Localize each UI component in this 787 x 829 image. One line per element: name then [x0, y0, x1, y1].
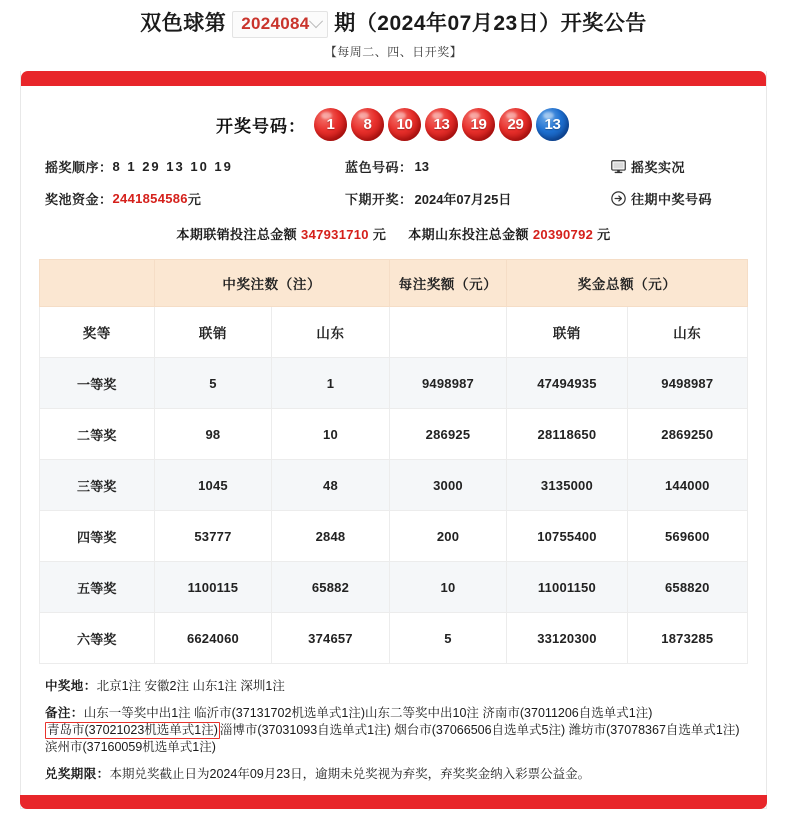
- cell-total-national: 33120300: [507, 613, 627, 664]
- cell-count-national: 1045: [154, 460, 272, 511]
- cell-count-local: 1: [272, 358, 390, 409]
- cell-count-national: 1100115: [154, 562, 272, 613]
- draw-sequence-label: 摇奖顺序：: [45, 160, 113, 175]
- red-ball: 13: [425, 108, 458, 141]
- draw-schedule-subtitle: 【每周二、四、日开奖】: [324, 45, 463, 59]
- cell-count-national: 53777: [154, 511, 272, 562]
- card-bottom-bar: [20, 795, 767, 809]
- claim-deadline-note: [45, 766, 742, 783]
- monitor-icon: [611, 160, 626, 174]
- blue-number-label: 蓝色号码：: [345, 160, 413, 175]
- red-ball: 8: [351, 108, 384, 141]
- remark-text-part1: 山东一等奖中出1注 临沂市(37131702机选单式1注)山东二等奖中出10注 济南市(37011206自选单式1注): [83, 706, 653, 720]
- sub-header-count-local: 山东: [272, 307, 390, 358]
- table-row: [40, 613, 748, 664]
- cell-per-bet: 200: [389, 511, 507, 562]
- page-title-area: [0, 0, 787, 60]
- sales-totals: [39, 224, 748, 243]
- next-draw-label: 下期开奖：: [345, 192, 413, 207]
- arrow-circle-right-icon: [611, 191, 626, 206]
- cell-level: 二等奖: [40, 409, 155, 460]
- cell-total-national: 11001150: [507, 562, 627, 613]
- card-top-bar: [21, 71, 766, 86]
- cell-total-national: 47494935: [507, 358, 627, 409]
- national-sales-value: 347931710: [301, 227, 369, 242]
- prize-pool: [45, 189, 345, 208]
- prize-pool-label: 奖池资金：: [45, 192, 113, 207]
- cell-total-national: 3135000: [507, 460, 627, 511]
- cell-level: 五等奖: [40, 562, 155, 613]
- winning-numbers-row: [39, 108, 748, 141]
- red-ball: 29: [499, 108, 532, 141]
- cell-count-national: 6624060: [154, 613, 272, 664]
- cell-per-bet: 9498987: [389, 358, 507, 409]
- table-row: [40, 358, 748, 409]
- table-sub-header-row: [40, 307, 748, 358]
- live-draw-link[interactable]: [595, 157, 742, 176]
- cell-per-bet: 10: [389, 562, 507, 613]
- cell-total-national: 10755400: [507, 511, 627, 562]
- remark-highlight: 青岛市(37021023机选单式1注): [47, 723, 218, 737]
- cell-per-bet: 286925: [389, 409, 507, 460]
- winning-location-note: [45, 678, 742, 695]
- group-header-total: 奖金总额（元）: [507, 260, 748, 307]
- notes-section: [39, 664, 748, 783]
- cell-level: 一等奖: [40, 358, 155, 409]
- draw-sequence-value: 8 1 29 13 10 19: [112, 159, 233, 174]
- cell-per-bet: 5: [389, 613, 507, 664]
- remark-note: [45, 705, 742, 756]
- cell-per-bet: 3000: [389, 460, 507, 511]
- cell-count-local: 10: [272, 409, 390, 460]
- cell-count-local: 2848: [272, 511, 390, 562]
- group-header-blank: [40, 260, 155, 307]
- cell-total-local: 2869250: [627, 409, 747, 460]
- claim-deadline-value: 本期兑奖截止日为2024年09月23日，逾期未兑奖视为弃奖，弃奖奖金纳入彩票公益金。: [109, 767, 591, 781]
- announcement-card: [20, 71, 767, 809]
- cell-total-local: 658820: [627, 562, 747, 613]
- next-draw-value: 2024年07月25日: [414, 192, 512, 207]
- draw-info-grid: [39, 149, 748, 208]
- local-sales-value: 20390792: [532, 227, 594, 242]
- national-sales-label: 本期联销投注总金额: [176, 227, 298, 242]
- table-group-header-row: [40, 260, 748, 307]
- red-ball: 10: [388, 108, 421, 141]
- winning-location-label: 中奖地：: [45, 679, 97, 693]
- cell-total-national: 28118650: [507, 409, 627, 460]
- next-draw: [345, 189, 595, 208]
- blue-number-value: 13: [414, 159, 429, 174]
- period-value: 2024084: [241, 14, 310, 33]
- cell-count-local: 65882: [272, 562, 390, 613]
- live-draw-link-label: 摇奖实况: [631, 160, 686, 175]
- ball-list: [312, 108, 571, 141]
- cell-level: 四等奖: [40, 511, 155, 562]
- local-sales-label: 本期山东投注总金额: [408, 227, 529, 242]
- title-suffix: 期（2024年07月23日）开奖公告: [334, 12, 647, 35]
- page-title: [0, 9, 787, 39]
- cell-level: 三等奖: [40, 460, 155, 511]
- national-sales-unit: 元: [372, 227, 387, 242]
- sub-header-count-national: 联销: [154, 307, 272, 358]
- claim-deadline-label: 兑奖期限：: [45, 767, 110, 781]
- sub-header-per-bet-blank: [389, 307, 507, 358]
- cell-total-local: 144000: [627, 460, 747, 511]
- blue-ball: 13: [536, 108, 569, 141]
- history-numbers-link[interactable]: [595, 189, 742, 208]
- cell-level: 六等奖: [40, 613, 155, 664]
- cell-count-national: 98: [154, 409, 272, 460]
- table-row: [40, 511, 748, 562]
- history-numbers-link-label: 往期中奖号码: [631, 192, 713, 207]
- red-ball: 19: [462, 108, 495, 141]
- group-header-per-bet: 每注奖额（元）: [389, 260, 507, 307]
- red-ball: 1: [314, 108, 347, 141]
- winning-numbers-label: 开奖号码：: [216, 117, 306, 136]
- group-header-count: 中奖注数（注）: [154, 260, 389, 307]
- table-row: [40, 562, 748, 613]
- table-row: [40, 409, 748, 460]
- prize-pool-unit: 元: [187, 192, 201, 207]
- winning-location-value: 北京1注 安徽2注 山东1注 深圳1注: [96, 679, 285, 693]
- local-sales-unit: 元: [597, 227, 611, 242]
- cell-count-national: 5: [154, 358, 272, 409]
- sub-header-level: 奖等: [40, 307, 155, 358]
- sub-header-total-local: 山东: [627, 307, 747, 358]
- cell-count-local: 374657: [272, 613, 390, 664]
- table-row: [40, 460, 748, 511]
- remark-label: 备注：: [45, 706, 84, 720]
- prize-table: [39, 259, 748, 664]
- draw-sequence: [45, 157, 345, 176]
- cell-count-local: 48: [272, 460, 390, 511]
- remark-text-part2: 淄博市(37031093自选单式1注) 烟台市(37066506自选单式5注) 潍坊市(37078367自选单式1注) 滨州市(37160059机选单式1注): [45, 723, 740, 754]
- chevron-down-icon: [309, 14, 323, 28]
- cell-total-local: 569600: [627, 511, 747, 562]
- prize-pool-value: 2441854586: [112, 191, 188, 206]
- blue-number: [345, 157, 595, 176]
- title-prefix: 双色球第: [140, 12, 227, 35]
- sub-header-total-national: 联销: [507, 307, 627, 358]
- cell-total-local: 9498987: [627, 358, 747, 409]
- cell-total-local: 1873285: [627, 613, 747, 664]
- period-select[interactable]: [232, 11, 328, 38]
